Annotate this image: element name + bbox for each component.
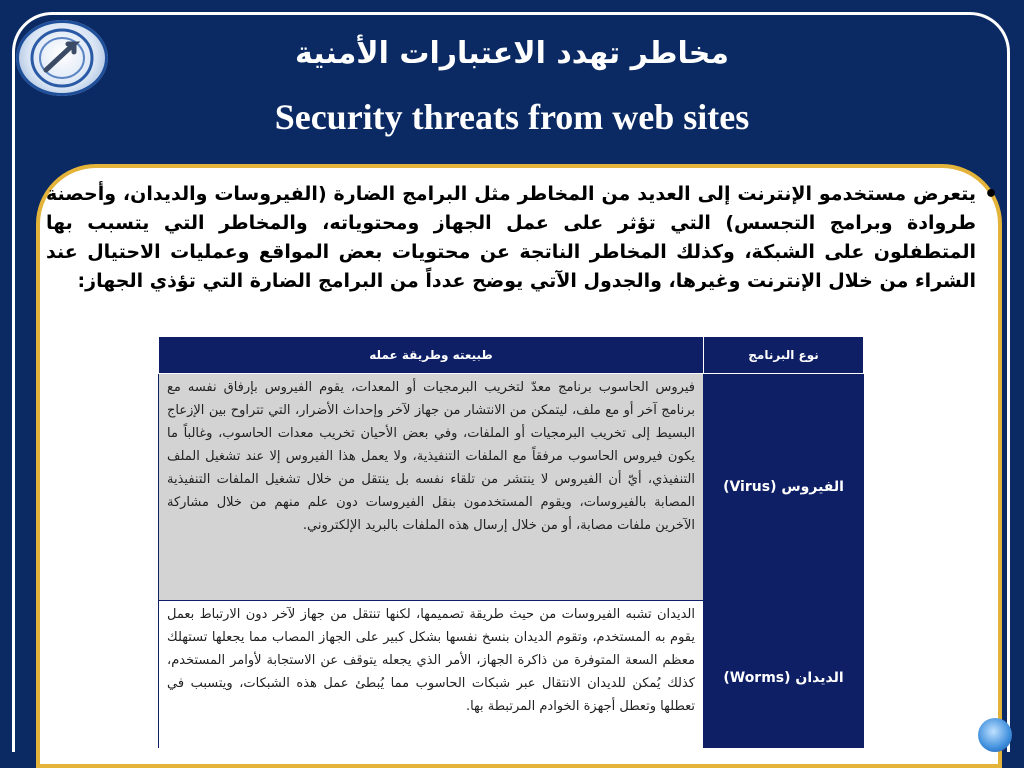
- globe-nav-icon[interactable]: [978, 718, 1012, 752]
- row-description-virus: فيروس الحاسوب برنامج معدّ لتخريب البرمجيات أو المعدات، يقوم الفيروس بإرفاق نفسه مع برنامج آخر أو مع ملف، ليتمكن من الانتشار من جهاز لآخر وإحداث الأضرار، التي تتراوح بين الإزعاج البسيط إلى تخريب البرمجيات أو الملفات، وفي بعض الأحيان تخريب معدات الحاسوب، وغالباً ما يكون فيروس الحاسوب مرفقاً مع الملفات التنفيذية، ولا يعمل هذا الفيروس إلا عند تشغيل الملف التنفيذي، أيّ أن الفيروس لا ينتشر من تلقاء نفسه بل ينتقل من خلال تشغيل الملفات التنفيذية المصابة بالفيروسات، ويقوم المستخدمون بنقل الفيروسات دون علم منهم من خلال مشاركة الآخرين ملفات مصابة، أو من خلال إرسال هذه الملفات بالبريد الإلكتروني.: [159, 374, 704, 601]
- table-header-row: [159, 337, 864, 374]
- row-description-worms: الديدان تشبه الفيروسات من حيث طريقة تصميمها، لكنها تنتقل من جهاز لآخر دون الارتباط بعمل يقوم به المستخدم، وتقوم الديدان بنسخ نفسها بشكل كبير على الجهاز المصاب مما يجعلها تستهلك معظم السعة المتوفرة من ذاكرة الجهاز، الأمر الذي يجعله يتوقف عن الاستجابة لأوامر المستخدم، كذلك يُمكن للديدان الانتقال عبر شبكات الحاسوب مما يُبطئ عمل هذه الشبكات، ويتسبب في تعطلها وتعطل أجهزة الخوادم المرتبطة بها.: [159, 601, 704, 749]
- header-type: نوع البرنامج: [704, 337, 864, 374]
- row-type-virus: الفيروس (Virus): [704, 374, 864, 601]
- header-description: طبيعته وطريقة عمله: [159, 337, 704, 374]
- bullet-paragraph: [46, 180, 998, 296]
- bullet-text: يتعرض مستخدمو الإنترنت إلى العديد من المخاطر مثل البرامج الضارة (الفيروسات والديدان، وأحصنة طروادة وبرامج التجسس) التي تؤثر على عمل الجهاز ومحتوياته، والمخاطر التي يتسبب بها المتطفلون على الشبكة، وكذلك المخاطر الناتجة عن محتويات بعض المواقع وعمليات الاحتيال عند الشراء من خلال الإنترنت وغيرها، والجدول الآتي يوضح عدداً من البرامج الضارة التي تؤذي الجهاز:: [46, 183, 976, 292]
- bullet-icon: •: [983, 182, 998, 207]
- malware-table: [158, 336, 864, 748]
- table-row: [159, 374, 864, 601]
- table-row: [159, 601, 864, 749]
- row-type-worms: الديدان (Worms): [704, 601, 864, 749]
- slide-title-arabic: مخاطر تهدد الاعتبارات الأمنية: [295, 36, 729, 71]
- slide-title-english: Security threats from web sites: [274, 97, 750, 137]
